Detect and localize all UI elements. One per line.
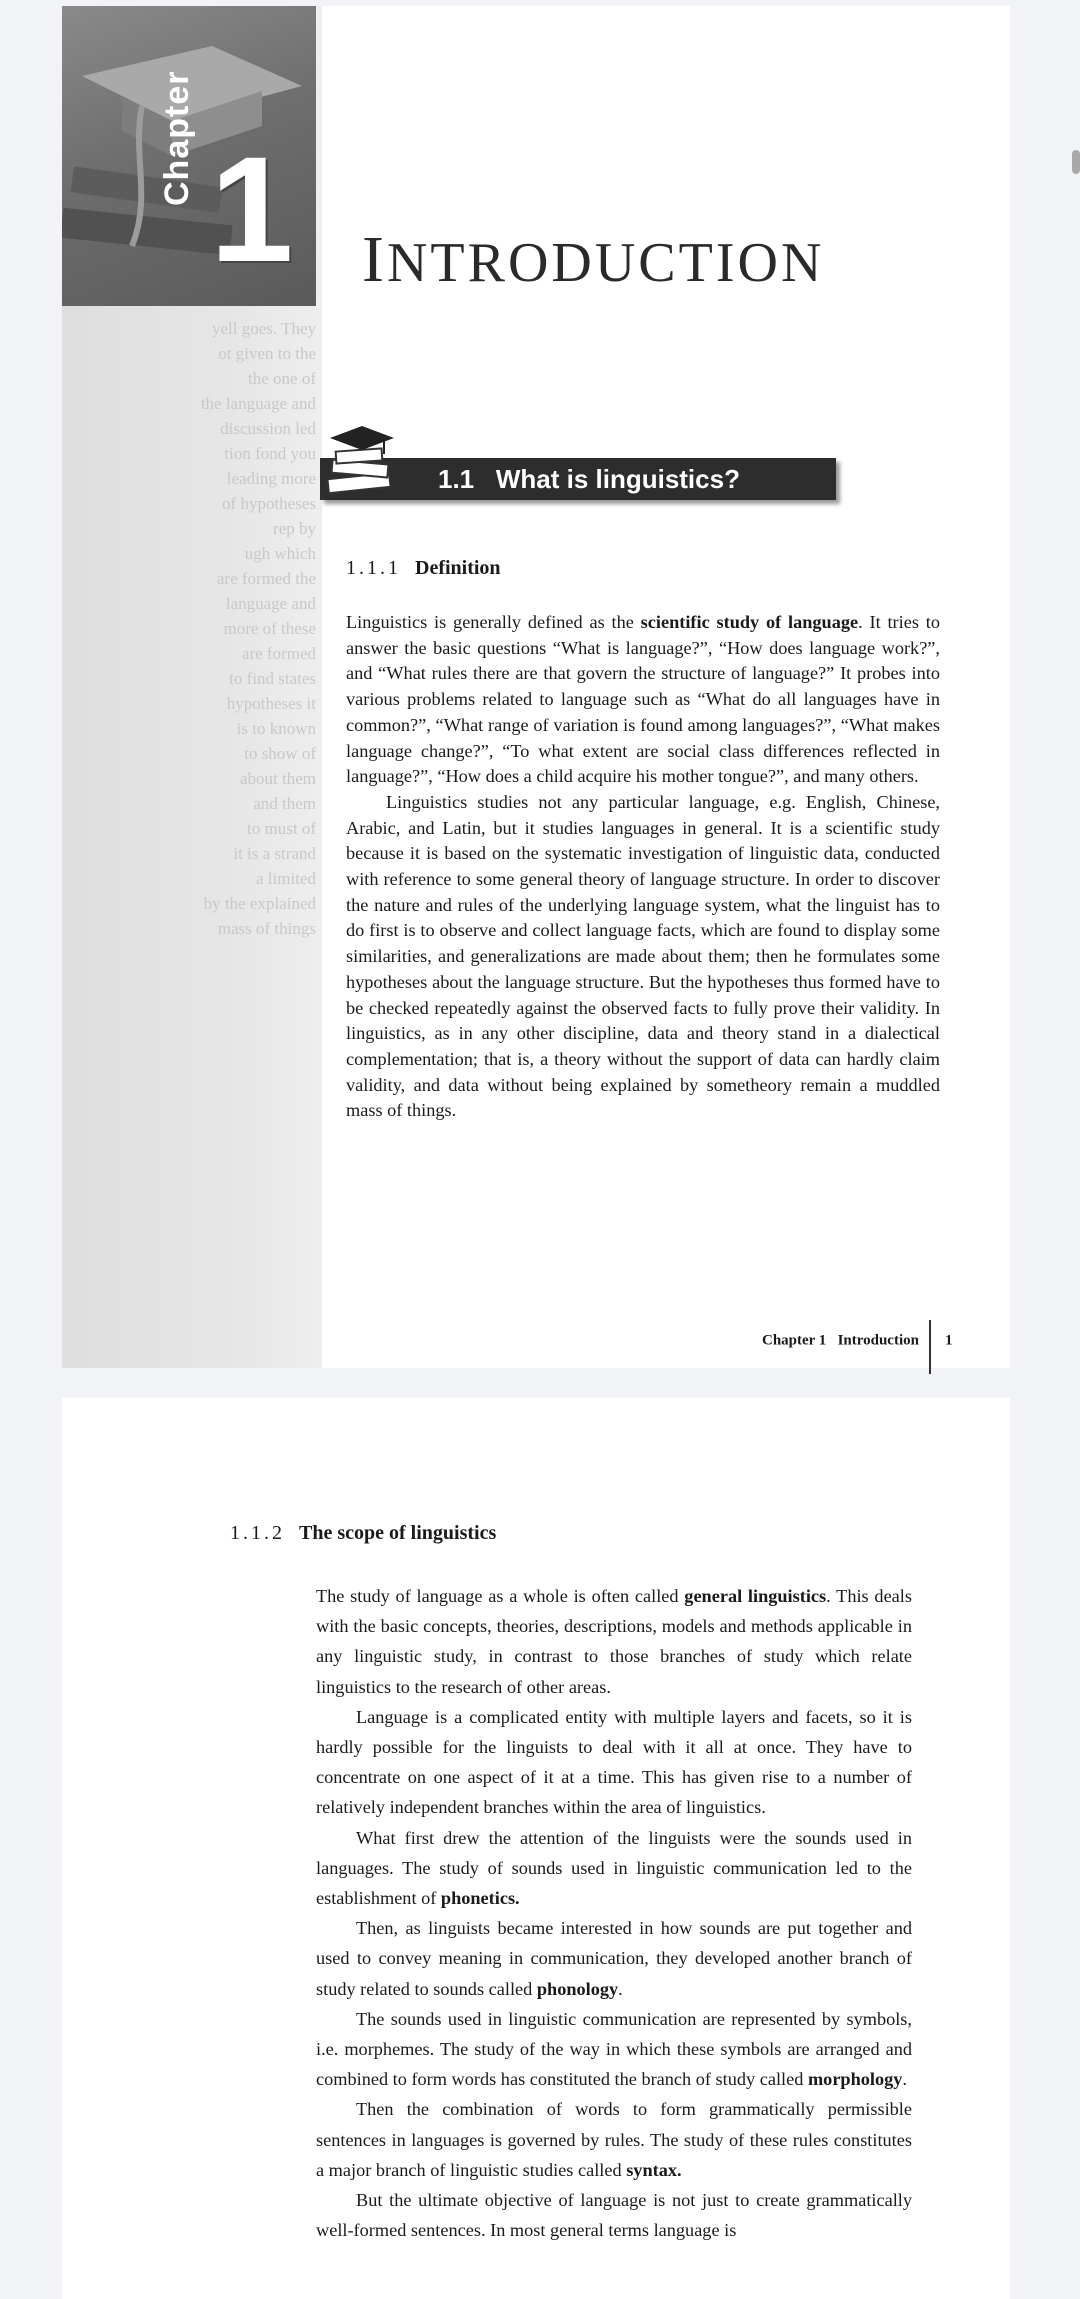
paragraph bbox=[316, 2094, 912, 2185]
bold-term: morphology bbox=[807, 2069, 903, 2090]
bold-term: syntax. bbox=[626, 2159, 682, 2180]
scrollbar-thumb[interactable] bbox=[1072, 150, 1080, 174]
paragraph-text: Then, as linguists became interested in how sounds are put together and used to convey meaning in communication, they developed another branch of study related to sounds called bbox=[316, 1918, 912, 1999]
paragraph bbox=[346, 790, 940, 1124]
ghost-line: language and bbox=[225, 594, 316, 613]
paragraph-text: The study of language as a whole is often called bbox=[316, 1586, 685, 1606]
chapter-title-rest: NTRODUCTION bbox=[386, 232, 825, 294]
paragraph bbox=[316, 2185, 912, 2245]
ghost-line: about them bbox=[239, 769, 316, 788]
paragraph bbox=[316, 1823, 912, 1914]
subsection-title: The scope of linguistics bbox=[299, 1522, 497, 1544]
chapter-banner bbox=[62, 6, 316, 306]
ghost-line: of hypotheses bbox=[222, 494, 316, 513]
subsection-heading-scope bbox=[230, 1522, 496, 1545]
ghost-line: hypotheses it bbox=[226, 694, 316, 713]
paragraph-text: The sounds used in linguistic communication are represented by symbols, i.e. morphemes. The study of the way in which these symbols are arranged and combined to form words has constituted the branch of study called bbox=[316, 2008, 912, 2090]
paragraph bbox=[316, 2004, 912, 2095]
paragraph-text: Linguistics studies not any particular language, e.g. English, Chinese, Arabic, and Latin, but it studies languages in general. It is a scientific study because it is based on the systematic investigation of linguistic data, conducted with reference to some general theory of language structure. In order to discover the nature and rules of the underlying language system, what the linguist has to do first is to observe and collect language facts, which are found to display some similarities, and generalizations are made about them; then he formulates some hypotheses about the language structure. But the hypotheses thus formed have to be checked repeatedly against the observed facts to fully prove their validity. In linguistics, as in any other discipline, data and theory stand in a dialectical complementation; that is, a theory without the support of data can hardly claim validity, and data without being explained by sometheory remain a muddled mass of things. bbox=[346, 791, 940, 1121]
ghost-line: a limited bbox=[256, 869, 316, 888]
ghost-line: to must of bbox=[247, 819, 316, 838]
ghost-line: the language and bbox=[200, 394, 316, 413]
ghost-line: by the explained bbox=[203, 894, 316, 913]
bold-term: phonetics. bbox=[440, 1888, 520, 1909]
ghost-line: mass of things bbox=[217, 919, 316, 938]
ghost-line: ot given to the bbox=[218, 344, 316, 363]
ghost-line: yell goes. They bbox=[211, 319, 316, 338]
bold-term: phonology bbox=[536, 1978, 619, 1999]
chapter-label: Chapter bbox=[158, 70, 196, 206]
subsection-number: 1.1.1 bbox=[346, 557, 401, 579]
ghost-line: to find states bbox=[229, 669, 316, 688]
ghost-line: and them bbox=[253, 794, 316, 813]
ghost-line: is to known bbox=[236, 719, 316, 738]
page-number: 1 bbox=[944, 1332, 953, 1349]
paragraph bbox=[316, 1702, 912, 1823]
ghost-line: ugh which bbox=[244, 544, 316, 563]
ghost-line: tion fond you bbox=[224, 444, 316, 463]
page-footer bbox=[762, 1314, 952, 1368]
paragraph bbox=[316, 1913, 912, 2004]
paragraph-text: But the ultimate objective of language is not just to create grammatically well-formed sentences. In most general terms language is bbox=[316, 2190, 912, 2241]
books-cap-icon bbox=[324, 424, 398, 502]
chapter-title bbox=[362, 222, 824, 298]
section-title: What is linguistics? bbox=[495, 464, 740, 494]
paragraph-text: Language is a complicated entity with multiple layers and facets, so it is hardly possible for the linguists to deal with it all at once. They have to concentrate on one aspect of it at a time. This has given rise to a number of relatively independent branches within the area of linguistics. bbox=[316, 1706, 912, 1818]
footer-chapter: Chapter 1 bbox=[762, 1332, 827, 1349]
subsection-number: 1.1.2 bbox=[230, 1522, 285, 1544]
document-page-1 bbox=[62, 6, 1010, 1368]
ghost-line: discussion led bbox=[220, 419, 316, 438]
ghost-line: rep by bbox=[273, 519, 316, 538]
ghost-line: more of these bbox=[223, 619, 316, 638]
paragraph bbox=[316, 1581, 912, 1702]
ghost-line: are formed the bbox=[216, 569, 316, 588]
subsection-title: Definition bbox=[415, 557, 501, 579]
section-number: 1.1 bbox=[438, 464, 475, 494]
ghost-line: to show of bbox=[244, 744, 316, 763]
paragraph-text: . This deals with the basic concepts, theories, descriptions, models and methods applicable in any linguistic study, in contrast to those branches of study which relate linguistics to the research of other areas. bbox=[316, 1586, 912, 1697]
footer-title: Introduction bbox=[837, 1332, 919, 1349]
scope-body-text bbox=[316, 1581, 912, 2245]
definition-body-text bbox=[346, 610, 940, 1124]
chapter-title-initial: I bbox=[362, 223, 387, 296]
bleed-through-text bbox=[62, 316, 322, 941]
subsection-heading-definition bbox=[346, 557, 501, 580]
section-heading bbox=[438, 458, 740, 500]
ghost-line: it is a strand bbox=[233, 844, 316, 863]
footer-divider bbox=[929, 1320, 931, 1374]
ghost-line: leading more bbox=[226, 469, 316, 488]
paragraph-text: Then the combination of words to form grammatically permissible sentences in languages is governed by rules. The study of these rules constitutes a major branch of linguistic studies called bbox=[316, 2099, 912, 2180]
bold-term: general linguistics bbox=[684, 1586, 827, 1606]
paragraph-text: . It tries to answer the basic questions “What is language?”, “How does language work?”, and “What rules there are that govern the structure of language?” It probes into various problems related to language such as “What do all languages have in common?”, “What range of variation is found among languages?”, “What makes language change?”, “To what extent are social class differences reflected in language?”, “How does a child acquire his mother tongue?”, and many others. bbox=[346, 612, 940, 787]
chapter-number: 1 bbox=[210, 125, 294, 293]
ghost-line: are formed bbox=[241, 644, 316, 663]
paragraph-text: Linguistics is generally defined as the bbox=[346, 612, 641, 632]
bold-term: scientific study of language bbox=[640, 612, 859, 632]
paragraph bbox=[346, 610, 940, 790]
paragraph-text: . bbox=[618, 1978, 623, 1999]
paragraph-text: . bbox=[902, 2069, 907, 2090]
ghost-line: the one of bbox=[248, 369, 316, 388]
paragraph-text: What first drew the attention of the linguists were the sounds used in languages. The study of sounds used in linguistic communication led to the establishment of bbox=[316, 1827, 912, 1909]
document-page-2 bbox=[62, 1398, 1010, 2299]
